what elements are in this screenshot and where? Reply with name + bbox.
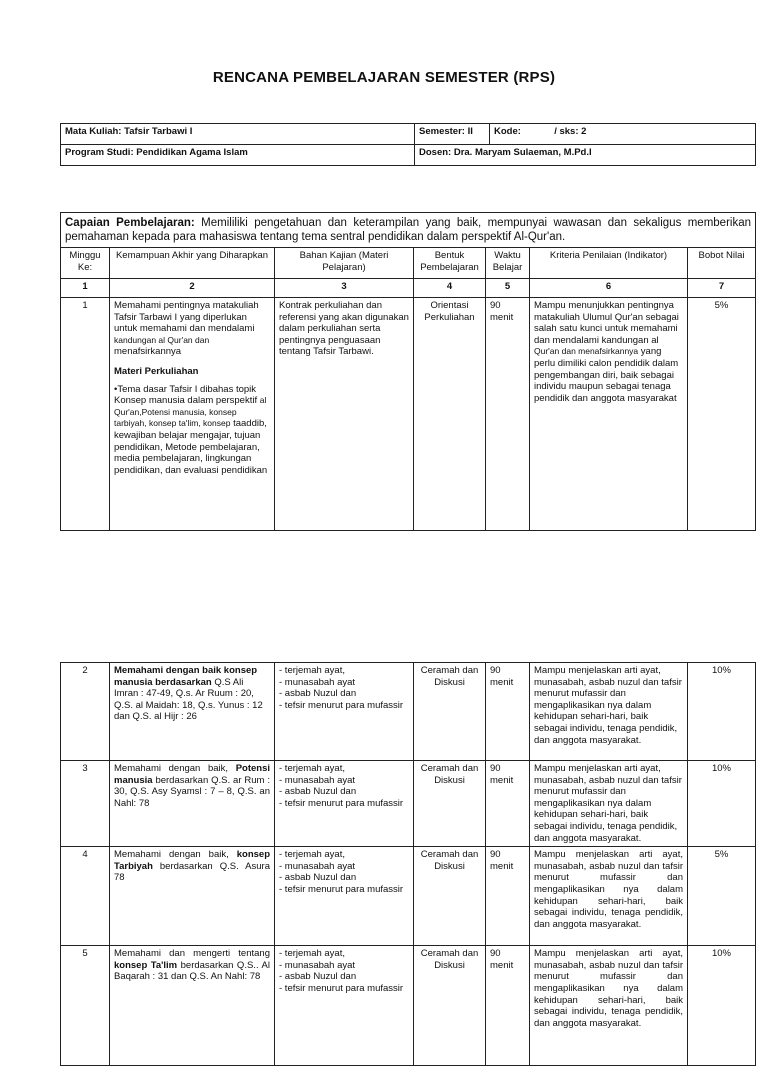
bentuk-cell: Ceramah dan Diskusi (414, 946, 486, 1066)
mata-kuliah: Mata Kuliah: Tafsir Tarbawi I (61, 124, 415, 145)
bentuk-cell: Orientasi Perkuliahan (414, 298, 486, 531)
header-bobot: Bobot Nilai (688, 248, 756, 279)
bahan-cell: - terjemah ayat, - munasabah ayat - asbab Nuzul dan - tefsir menurut para mufassir (275, 847, 414, 946)
kemampuan-cell: Memahami dengan baik konsep manusia berdasarkan Q.S Ali Imran : 47-49, Q.s. Ar Ruum : 20, Q.S. al Maidah: 18, Q.s. Yunus : 12 dan Q.S. al Hijr : 26 (110, 663, 275, 761)
capaian-label: Capaian Pembelajaran: (65, 217, 195, 229)
kemampuan-cell: Memahami dengan baik, konsep Tarbiyah berdasarkan Q.S. Asura 78 (110, 847, 275, 946)
bahan-cell: - terjemah ayat, - munasabah ayat - asbab Nuzul dan - tefsir menurut para mufassir (275, 946, 414, 1066)
minggu-cell: 5 (61, 946, 110, 1066)
minggu-cell: 2 (61, 663, 110, 761)
semester: Semester: II (415, 124, 490, 145)
bentuk-cell: Ceramah dan Diskusi (414, 663, 486, 761)
materi-label: Materi Perkuliahan (114, 365, 199, 377)
waktu-cell: 90 menit (486, 761, 530, 847)
kriteria-cell: Mampu menjelaskan arti ayat, munasabah, asbab nuzul dan tafsir menurut mufassir dan mengaplikasikan nya dalam kehidupan sehari-hari, baik sebagai individu, tenaga pendidik, dan anggota masyarakat. (530, 761, 688, 847)
bobot-cell: 5% (688, 847, 756, 946)
header-row (61, 248, 756, 279)
table-row (61, 761, 756, 847)
bentuk-cell: Ceramah dan Diskusi (414, 847, 486, 946)
kode-label: Kode: (494, 126, 521, 137)
kemampuan-cell: Memahami dan mengerti tentang konsep Ta'lim berdasarkan Q.S.. Al Baqarah : 31 dan Q.S. An Nahl: 78 (110, 946, 275, 1066)
col-number: 4 (414, 279, 486, 298)
col-number: 1 (61, 279, 110, 298)
kemampuan-cell: Memahami dengan baik, Potensi manusia berdasarkan Q.S. ar Rum : 30, Q.S. Asy Syamsl : 7 – 8, Q.S. an Nahl: 78 (110, 761, 275, 847)
capaian-pembelajaran (61, 213, 756, 248)
col-number: 2 (110, 279, 275, 298)
course-info-table (60, 123, 756, 166)
kriteria-cell: Mampu menunjukkan pentingnya matakuliah Ulumul Qur'an sebagai salah satu kunci untuk memahami dan mendalami kandungan al Qur'an dan menafsirkannya yang perlu dimiliki calon pendidik dalam pengembangan diri, baik sebagai individu maupun sebagai tenaga pendidik dan anggota masyarakat (530, 298, 688, 531)
materi-text: •Tema dasar Tafsir I dibahas topik Konsep manusia dalam perspektif al Qur'an,Potensi manusia, konsep tarbiyah, konsep ta'lim, konsep taaddib, kewajiban belajar mengajar, tujuan pendidikan, Metode pembelajaran, media pembelajaran, lingkungan pendidikan, dan evaluasi pendidikan (114, 383, 268, 476)
bobot-cell: 10% (688, 946, 756, 1066)
table-row (61, 946, 756, 1066)
dosen: Dosen: Dra. Maryam Sulaeman, M.Pd.I (415, 145, 756, 166)
kriteria-cell: Mampu menjelaskan arti ayat, munasabah, asbab nuzul dan tafsir menurut mufassir dan mengaplikasikan nya dalam kehidupan sehari-hari, baik sebagai individu, tenaga pendidik, dan anggota masyarakat. (530, 663, 688, 761)
bobot-cell: 5% (688, 298, 756, 531)
bobot-cell: 10% (688, 663, 756, 761)
minggu-cell: 1 (61, 298, 110, 531)
col-number: 5 (486, 279, 530, 298)
table-row (61, 298, 756, 531)
waktu-cell: 90 menit (486, 847, 530, 946)
header-kemampuan: Kemampuan Akhir yang Diharapkan (110, 248, 275, 279)
minggu-cell: 4 (61, 847, 110, 946)
waktu-cell: 90 menit (486, 663, 530, 761)
page-title: RENCANA PEMBELAJARAN SEMESTER (RPS) (212, 69, 556, 86)
waktu-cell: 90 menit (486, 298, 530, 531)
bahan-cell: Kontrak perkuliahan dan referensi yang akan digunakan dalam perkuliahan serta pentingnya penguasaan tentang Tafsir Tarbawi. (275, 298, 414, 531)
kode-sks (490, 124, 756, 145)
header-kriteria: Kriteria Penilaian (Indikator) (530, 248, 688, 279)
waktu-cell: 90 menit (486, 946, 530, 1066)
capaian-text: Memililiki pengetahuan dan keterampilan yang baik, mempunyai wawasan dan sekaligus memberikan pemahaman kepada para mahasiswa tentang tema sentral pendidikan dalam perspektif Al-Qur'an. (65, 217, 751, 243)
header-bentuk: Bentuk Pembelajaran (414, 248, 486, 279)
bahan-cell: - terjemah ayat, - munasabah ayat - asbab Nuzul dan - tefsir menurut para mufassir (275, 663, 414, 761)
kriteria-cell: Mampu menjelaskan arti ayat, munasabah, asbab nuzul dan tafsir menurut mufassir dan mengaplikasikan nya dalam kehidupan sehari-hari, baik sebagai individu, tenaga pendidik, dan anggota masyarakat. (530, 946, 688, 1066)
bahan-cell: - terjemah ayat, - munasabah ayat - asbab Nuzul dan - tefsir menurut para mufassir (275, 761, 414, 847)
col-number: 3 (275, 279, 414, 298)
kriteria-cell: Mampu menjelaskan arti ayat, munasabah, asbab nuzul dan tafsir menurut mufassir dan mengaplikasikan nya dalam kehidupan sehari-hari, baik sebagai individu, tenaga pendidik, dan anggota masyarakat. (530, 847, 688, 946)
table-row (61, 847, 756, 946)
rps-table (60, 212, 756, 531)
bentuk-cell: Ceramah dan Diskusi (414, 761, 486, 847)
col-number: 7 (688, 279, 756, 298)
rps-table-continued (60, 662, 756, 1066)
header-bahan: Bahan Kajian (Materi Pelajaran) (275, 248, 414, 279)
minggu-cell: 3 (61, 761, 110, 847)
table-row (61, 663, 756, 761)
kemampuan-cell (110, 298, 275, 531)
sks-label: / sks: 2 (554, 126, 587, 137)
column-number-row (61, 279, 756, 298)
kemampuan-text: Memahami pentingnya matakuliah Tafsir Tarbawi I yang diperlukan untuk memahami dan mendalami kandungan al Qur'an dan menafsirkannya (114, 300, 259, 358)
header-minggu: Minggu Ke: (61, 248, 110, 279)
header-waktu: Waktu Belajar (486, 248, 530, 279)
bobot-cell: 10% (688, 761, 756, 847)
col-number: 6 (530, 279, 688, 298)
program-studi: Program Studi: Pendidikan Agama Islam (61, 145, 415, 166)
